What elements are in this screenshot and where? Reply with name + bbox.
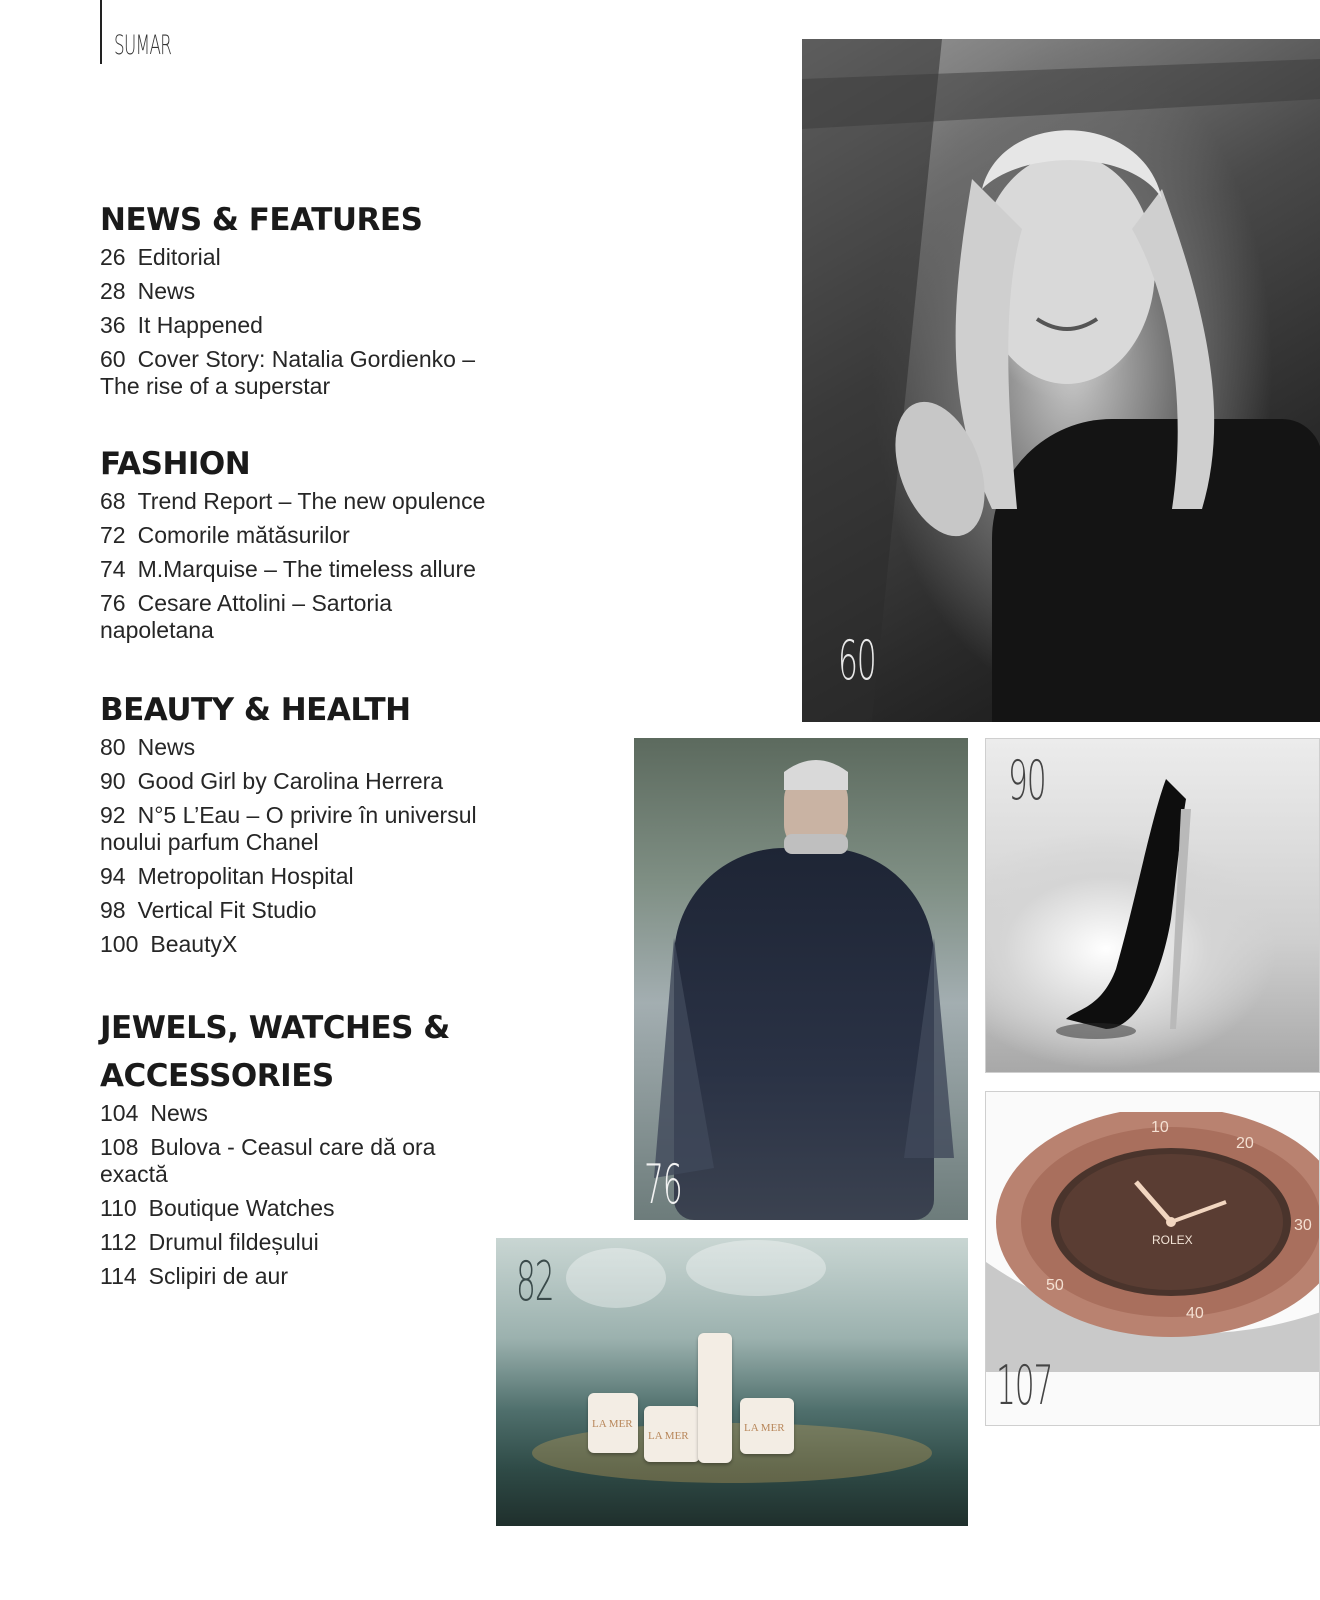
page-number: 110 xyxy=(100,1195,137,1221)
page-label: 82 xyxy=(516,1250,554,1313)
section-title: JEWELS, WATCHES & ACCESSORIES xyxy=(100,1010,450,1094)
page-number: 114 xyxy=(100,1263,137,1289)
section-title: BEAUTY & HEALTH xyxy=(100,692,411,728)
page-number: 80 xyxy=(100,734,126,760)
entry-title: Cesare Attolini – Sartoria napoletana xyxy=(100,590,392,643)
page-label: 76 xyxy=(644,1153,682,1216)
entry-title: It Happened xyxy=(137,312,263,338)
toc-entry[interactable] xyxy=(100,1229,480,1256)
toc-section-jewels-watches xyxy=(100,1004,480,1297)
section-title: NEWS & FEATURES xyxy=(100,202,423,238)
page-label: 60 xyxy=(838,629,876,692)
page-number: 72 xyxy=(100,522,126,548)
toc-section-news-features xyxy=(100,196,570,407)
product-label: LA MER xyxy=(744,1422,785,1434)
entry-title: Metropolitan Hospital xyxy=(137,863,354,889)
page-number: 26 xyxy=(100,244,126,270)
product-label: LA MER xyxy=(592,1418,633,1430)
page-number: 100 xyxy=(100,931,139,957)
bezel-number: 30 xyxy=(1294,1217,1312,1234)
entry-title: Trend Report – The new opulence xyxy=(137,488,486,514)
page-number: 76 xyxy=(100,590,126,616)
page-number: 104 xyxy=(100,1100,139,1126)
page-title: SUMAR xyxy=(114,30,172,61)
skincare-photo[interactable] xyxy=(496,1238,968,1526)
toc-section-fashion xyxy=(100,440,570,651)
page-number: 68 xyxy=(100,488,126,514)
entry-title: Sclipiri de aur xyxy=(148,1263,289,1289)
toc-entry[interactable] xyxy=(100,1134,460,1188)
entry-title: Bulova - Ceasul care dă ora exactă xyxy=(100,1134,436,1187)
page-number: 36 xyxy=(100,312,126,338)
entry-title: Drumul fildeșului xyxy=(148,1229,319,1255)
toc-entry[interactable] xyxy=(100,1195,480,1222)
toc-entry[interactable] xyxy=(100,1100,480,1127)
entry-title: Boutique Watches xyxy=(148,1195,335,1221)
toc-entry[interactable] xyxy=(100,312,570,339)
bezel-number: 50 xyxy=(1046,1277,1064,1294)
entry-title: Comorile mătăsurilor xyxy=(137,522,350,548)
page-number: 92 xyxy=(100,802,126,828)
toc-section-beauty-health xyxy=(100,686,570,965)
toc-entry[interactable] xyxy=(100,556,570,583)
toc-entry[interactable] xyxy=(100,244,570,271)
page-number: 60 xyxy=(100,346,126,372)
entry-title: Good Girl by Carolina Herrera xyxy=(137,768,444,794)
entry-title: News xyxy=(137,734,196,760)
cover-story-photo[interactable] xyxy=(802,39,1320,722)
section-title: FASHION xyxy=(100,446,251,482)
toc-entry[interactable] xyxy=(100,522,570,549)
entry-title: M.Marquise – The timeless allure xyxy=(137,556,476,582)
entry-list xyxy=(100,244,570,400)
toc-entry[interactable] xyxy=(100,768,570,795)
entry-list xyxy=(100,734,570,958)
lotion-bottle xyxy=(698,1333,732,1463)
entry-title: Cover Story: Natalia Gordienko – The rise of a superstar xyxy=(100,346,476,399)
menswear-photo[interactable] xyxy=(634,738,968,1220)
page-number: 94 xyxy=(100,863,126,889)
bezel-number: 40 xyxy=(1186,1305,1204,1322)
entry-title: N°5 L’Eau – O privire în universul noului parfum Chanel xyxy=(100,802,477,855)
toc-entry[interactable] xyxy=(100,863,570,890)
entry-title: Vertical Fit Studio xyxy=(137,897,317,923)
toc-entry[interactable] xyxy=(100,278,570,305)
watch-photo[interactable] xyxy=(985,1091,1320,1426)
bezel-number: 10 xyxy=(1151,1119,1169,1136)
entry-title: News xyxy=(150,1100,208,1126)
entry-title: News xyxy=(137,278,196,304)
dial-brand: ROLEX xyxy=(1152,1233,1193,1247)
entry-title: BeautyX xyxy=(150,931,238,957)
page-number: 74 xyxy=(100,556,126,582)
toc-entry[interactable] xyxy=(100,802,520,856)
header-rule xyxy=(100,0,102,64)
entry-list xyxy=(100,488,570,644)
toc-entry[interactable] xyxy=(100,590,430,644)
entry-title: Editorial xyxy=(137,244,221,270)
toc-entry[interactable] xyxy=(100,488,570,515)
page-number: 90 xyxy=(100,768,126,794)
page-label: 90 xyxy=(1008,749,1046,812)
menswear-illustration xyxy=(634,738,968,1220)
page-label: 107 xyxy=(996,1354,1053,1417)
watch-illustration xyxy=(986,1112,1320,1372)
bezel-number: 20 xyxy=(1236,1135,1254,1152)
toc-entry[interactable] xyxy=(100,931,570,958)
skincare-scene-illustration xyxy=(496,1238,968,1526)
page-number: 98 xyxy=(100,897,126,923)
page-number: 112 xyxy=(100,1229,137,1255)
toc-entry[interactable] xyxy=(100,346,500,400)
product-label: LA MER xyxy=(648,1430,689,1442)
entry-list xyxy=(100,1100,480,1290)
toc-entry[interactable] xyxy=(100,1263,480,1290)
cover-portrait-illustration xyxy=(802,39,1320,722)
page-number: 28 xyxy=(100,278,126,304)
page-number: 108 xyxy=(100,1134,139,1160)
perfume-photo[interactable] xyxy=(985,738,1320,1073)
toc-entry[interactable] xyxy=(100,734,570,761)
toc-entry[interactable] xyxy=(100,897,570,924)
